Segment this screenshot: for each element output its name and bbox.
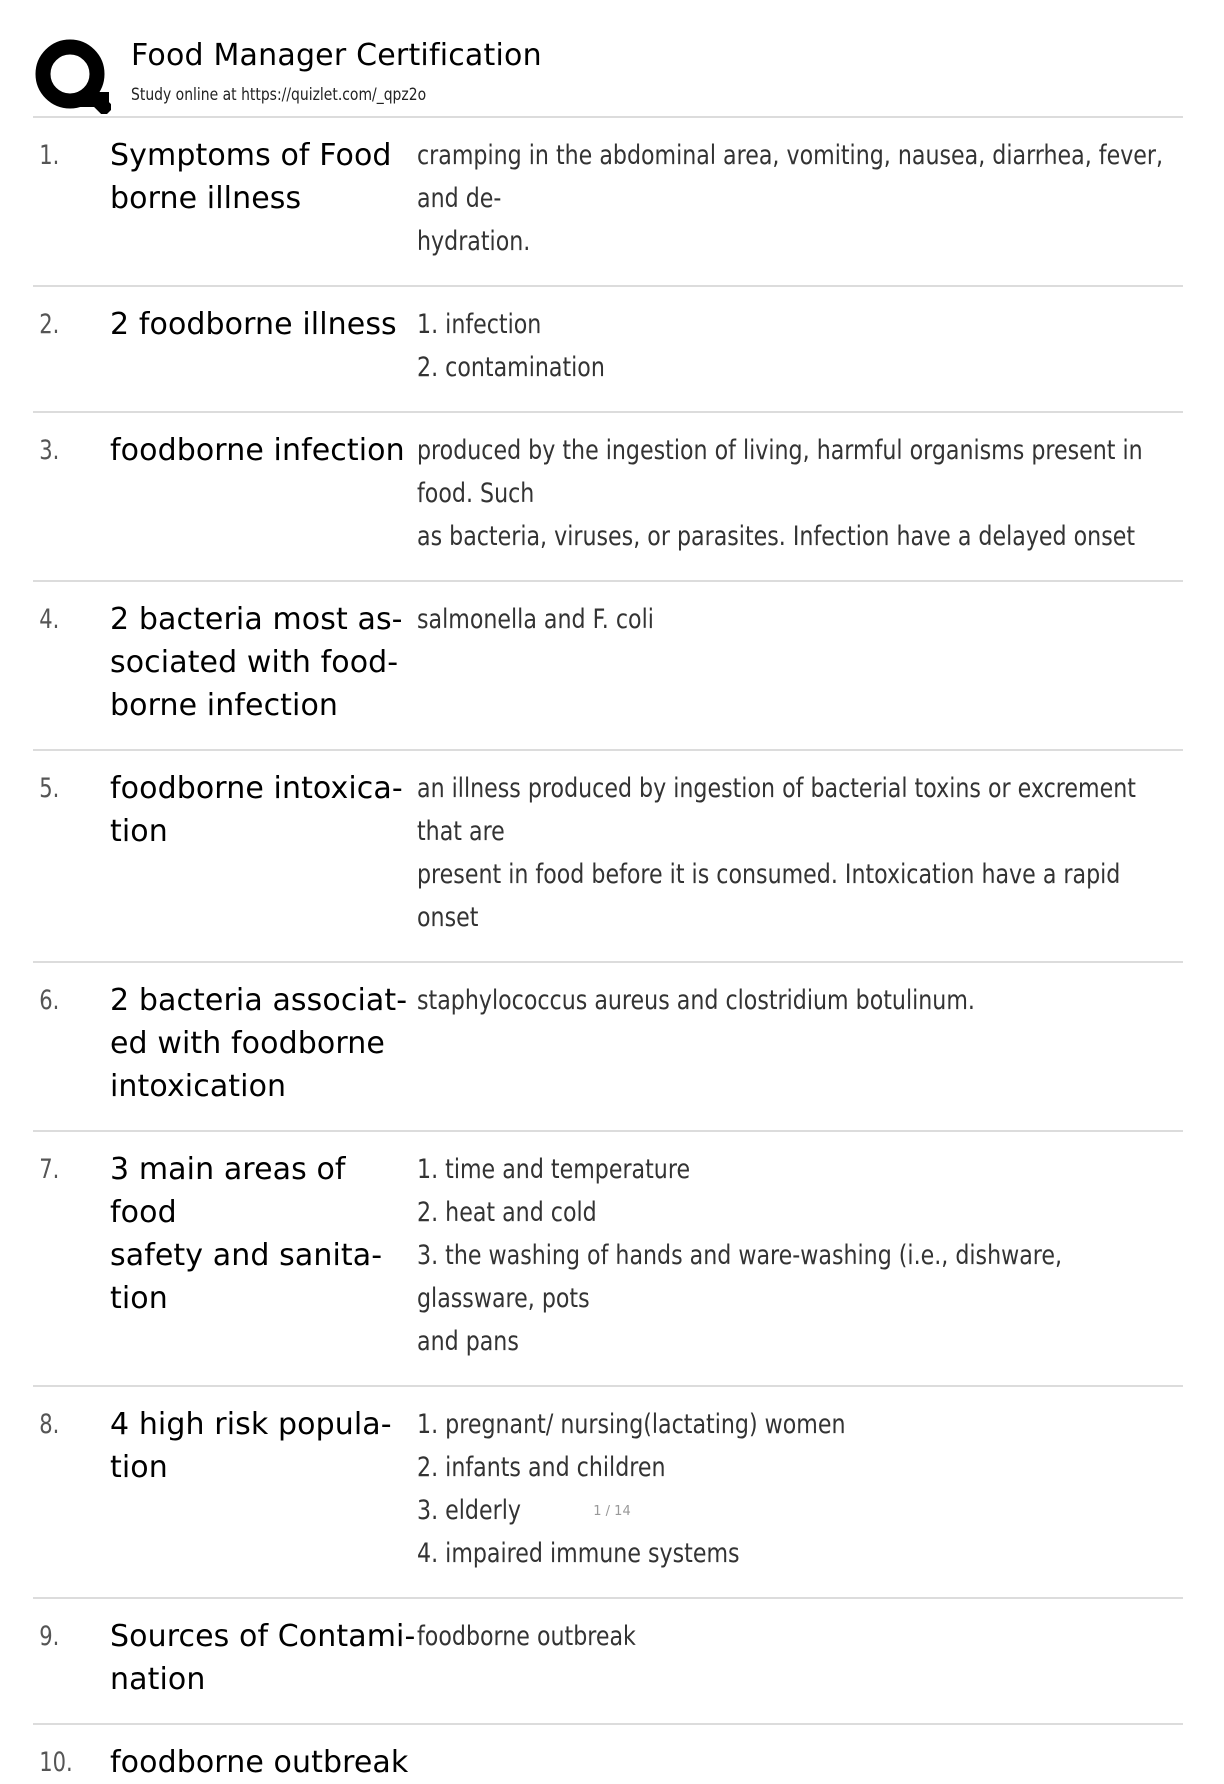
flashcard-row — [33, 116, 1183, 285]
card-definition: foodborne outbreak — [417, 1621, 636, 1652]
card-number: 3. — [39, 435, 60, 466]
header — [33, 36, 1183, 114]
flashcard-list — [33, 116, 1183, 1784]
flashcard-row — [33, 1597, 1183, 1723]
flashcard-row — [33, 1723, 1183, 1784]
flashcard-row — [33, 749, 1183, 961]
card-definition: staphylococcus aureus and clostridium botulinum. — [417, 985, 975, 1016]
card-term: foodborne intoxica- tion — [110, 771, 403, 849]
card-number: 5. — [39, 773, 60, 804]
card-number: 6. — [39, 985, 60, 1016]
card-number: 9. — [39, 1621, 60, 1652]
card-term: Sources of Contami- nation — [110, 1619, 416, 1697]
flashcard-row — [33, 411, 1183, 580]
card-definition: an illness produced by ingestion of bacterial toxins or excrement that are present in food before it is consumed. Intoxication have a rapid onset — [417, 773, 1136, 933]
card-term: 2 bacteria associat- ed with foodborne intoxication — [110, 983, 408, 1104]
card-definition: 1. infection 2. contamination — [417, 309, 605, 383]
card-definition: 1. time and temperature 2. heat and cold 3. the washing of hands and ware-washing (i.e., dishware, glassware, pots and pans — [417, 1154, 1063, 1357]
card-definition: cramping in the abdominal area, vomiting, nausea, diarrhea, fever, and de- hydration. — [417, 140, 1164, 257]
card-term: 2 bacteria most as- sociated with food- borne infection — [110, 602, 403, 723]
card-term: 3 main areas of food safety and sanita- tion — [110, 1152, 383, 1316]
flashcard-row — [33, 1385, 1183, 1597]
card-number: 7. — [39, 1154, 60, 1185]
card-number: 1. — [39, 140, 60, 171]
card-number: 2. — [39, 309, 60, 340]
flashcard-row — [33, 961, 1183, 1130]
card-number: 10. — [39, 1747, 73, 1778]
card-term: 2 foodborne illness — [110, 307, 397, 342]
card-definition: produced by the ingestion of living, harmful organisms present in food. Such as bacteria, viruses, or parasites. Infection have a delayed onset — [417, 435, 1143, 552]
flashcard-row — [33, 580, 1183, 749]
card-number: 4. — [39, 604, 60, 635]
card-definition: 1. pregnant/ nursing(lactating) women 2. infants and children 3. elderly 4. impaired immune systems — [417, 1409, 846, 1569]
quizlet-logo-icon — [33, 36, 111, 114]
card-definition: salmonella and F. coli — [417, 604, 654, 635]
flashcard-row — [33, 285, 1183, 411]
card-term: 4 high risk popula- tion — [110, 1407, 392, 1485]
flashcard-row — [33, 1130, 1183, 1385]
card-term: foodborne outbreak — [110, 1745, 409, 1780]
page-number: 1 / 14 — [593, 1504, 631, 1519]
card-number: 8. — [39, 1409, 60, 1440]
study-link-text[interactable]: Study online at https://quizlet.com/_qpz2o — [131, 85, 427, 105]
card-term: foodborne infection — [110, 433, 405, 468]
document-title: Food Manager Certification — [131, 38, 542, 73]
card-term: Symptoms of Food borne illness — [110, 138, 392, 216]
